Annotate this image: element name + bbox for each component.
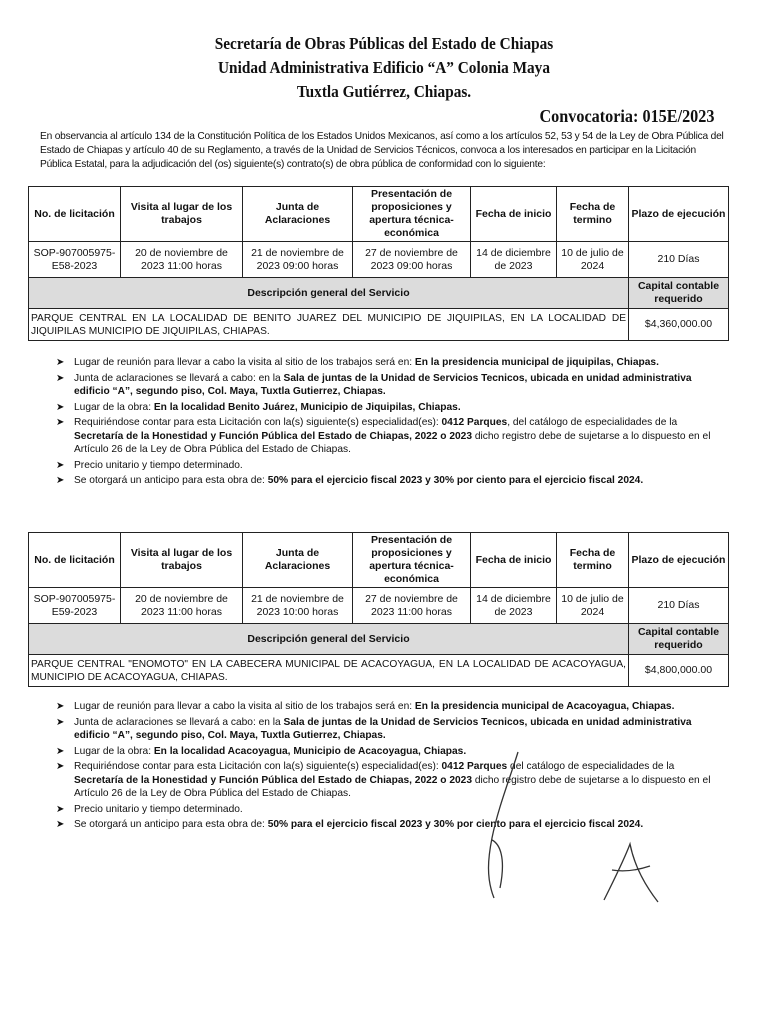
list-item: ➤ Junta de aclaraciones se llevará a cabo: en la Sala de juntas de la Unidad de Servicios Tecnicos, ubicada en unidad administrativa edificio “A”, segundo piso, Col. Maya, Tuxtla Gutierrez, Chiapas. <box>56 372 692 397</box>
col-visita: Visita al lugar de los trabajos <box>121 187 243 242</box>
col-no-licitacion: No. de licitación <box>29 187 121 242</box>
signature-mark-right <box>594 840 664 910</box>
cell-inicio: 14 de diciembre de 2023 <box>471 242 557 278</box>
col-descripcion: Descripción general del Servicio <box>29 624 629 655</box>
cell-capital: $4,800,000.00 <box>629 655 729 687</box>
cell-plazo: 210 Días <box>629 242 729 278</box>
arrow-bullet-icon: ➤ <box>56 803 65 815</box>
header-line-2: Unidad Administrativa Edificio “A” Colonia Maya <box>218 58 550 77</box>
arrow-bullet-icon: ➤ <box>56 819 65 830</box>
list-item: ➤ Lugar de la obra: En la localidad Acacoyagua, Municipio de Acacoyagua, Chiapas. <box>56 745 467 757</box>
cell-termino: 10 de julio de 2024 <box>557 242 629 278</box>
arrow-bullet-icon: ➤ <box>56 745 65 757</box>
arrow-bullet-icon: ➤ <box>56 761 65 772</box>
arrow-bullet-icon: ➤ <box>56 475 65 486</box>
cell-junta: 21 de noviembre de 2023 10:00 horas <box>243 588 353 624</box>
list-item: ➤ Se otorgará un anticipo para esta obra de: 50% para el ejercicio fiscal 2023 y 30% por ciento para el ejercicio fiscal 2024. <box>56 819 644 830</box>
col-fecha-termino: Fecha de termino <box>557 187 629 242</box>
arrow-bullet-icon: ➤ <box>56 417 65 428</box>
cell-descripcion: PARQUE CENTRAL EN LA LOCALIDAD DE BENITO JUAREZ DEL MUNICIPIO DE JIQUIPILAS, EN LA LOCALIDAD DE JIQUIPILAS MUNICIPIO DE JIQUIPILAS, CHIAPAS. <box>29 309 629 341</box>
cell-no: SOP-907005975-E59-2023 <box>29 588 121 624</box>
col-fecha-inicio: Fecha de inicio <box>471 533 557 588</box>
header-line-3: Tuxtla Gutiérrez, Chiapas. <box>296 82 472 101</box>
col-fecha-termino: Fecha de termino <box>557 533 629 588</box>
list-item: ➤ Lugar de reunión para llevar a cabo la visita al sitio de los trabajos será en: En la presidencia municipal de jiquipilas, Chiapas. <box>56 357 659 368</box>
cell-visita: 20 de noviembre de 2023 11:00 horas <box>121 242 243 278</box>
list-item: ➤ Lugar de reunión para llevar a cabo la visita al sitio de los trabajos será en: En la presidencia municipal de Acacoyagua, Chiapas. <box>56 701 675 712</box>
col-plazo: Plazo de ejecución <box>629 187 729 242</box>
list-item: ➤ Lugar de la obra: En la localidad Benito Juárez, Municipio de Jiquipilas, Chiapas. <box>56 401 461 413</box>
list-item: ➤ Junta de aclaraciones se llevará a cabo: en la Sala de juntas de la Unidad de Servicios Tecnicos, ubicada en unidad administrativa edificio “A”, segundo piso, Col. Maya, Tuxtla Gutierrez, Chiapas. <box>56 716 692 741</box>
col-visita: Visita al lugar de los trabajos <box>121 533 243 588</box>
intro-paragraph: En observancia al artículo 134 de la Constitución Política de los Estados Unidos Mexicanos, así como a los artículos 52, 53 y 54 de la Ley de Obra Pública del Estado de Chiapas y artículo 40 de su Reglamento, a través de la Unidad de Servicios Técnicos, convoca a los interesados en participar en la Licitación Pública Estatal, para la adjudicación del (os) siguiente(s) contrato(s) de obra pública de conformidad con lo siguiente: <box>40 131 724 170</box>
signature-mark-left <box>470 748 530 908</box>
cell-presentacion: 27 de noviembre de 2023 09:00 horas <box>353 242 471 278</box>
col-descripcion: Descripción general del Servicio <box>29 278 629 309</box>
col-no-licitacion: No. de licitación <box>29 533 121 588</box>
cell-no: SOP-907005975-E58-2023 <box>29 242 121 278</box>
cell-termino: 10 de julio de 2024 <box>557 588 629 624</box>
col-presentacion: Presentación de proposiciones y apertura técnica-económica <box>353 533 471 588</box>
convocatoria-number: Convocatoria: 015E/2023 <box>538 106 714 126</box>
list-item: ➤ Precio unitario y tiempo determinado. <box>56 803 243 815</box>
cell-inicio: 14 de diciembre de 2023 <box>471 588 557 624</box>
arrow-bullet-icon: ➤ <box>56 401 65 413</box>
col-presentacion: Presentación de proposiciones y apertura técnica-económica <box>353 187 471 242</box>
arrow-bullet-icon: ➤ <box>56 716 65 728</box>
list-item: ➤ Requiriéndose contar para esta Licitación con la(s) siguiente(s) especialidad(es): 0412 Parques, del catálogo de especialidades de la Secretaría de la Honestidad y Función Pública del Estado de Chiapas, 2022 o 2023 dicho registro debe de sujetarse a lo dispuesto en el Artículo 26 de la Ley de Obra Pública del Estado de Chiapas. <box>56 417 711 455</box>
arrow-bullet-icon: ➤ <box>56 459 65 471</box>
col-capital: Capital contable requerido <box>629 278 729 309</box>
list-item: ➤ Se otorgará un anticipo para esta obra de: 50% para el ejercicio fiscal 2023 y 30% por ciento para el ejercicio fiscal 2024. <box>56 475 644 486</box>
cell-presentacion: 27 de noviembre de 2023 11:00 horas <box>353 588 471 624</box>
tender-table-2 <box>28 532 729 687</box>
arrow-bullet-icon: ➤ <box>56 372 65 384</box>
cell-plazo: 210 Días <box>629 588 729 624</box>
cell-visita: 20 de noviembre de 2023 11:00 horas <box>121 588 243 624</box>
tender-2-conditions <box>56 700 720 834</box>
tender-table-1 <box>28 186 729 341</box>
col-capital: Capital contable requerido <box>629 624 729 655</box>
arrow-bullet-icon: ➤ <box>56 701 65 712</box>
cell-junta: 21 de noviembre de 2023 09:00 horas <box>243 242 353 278</box>
cell-descripcion: PARQUE CENTRAL "ENOMOTO" EN LA CABECERA MUNICIPAL DE ACACOYAGUA, EN LA LOCALIDAD DE ACACOYAGUA, MUNICIPIO DE ACACOYAGUA, CHIAPAS. <box>29 655 629 687</box>
col-junta: Junta de Aclaraciones <box>243 533 353 588</box>
tender-1-conditions <box>56 356 720 490</box>
col-junta: Junta de Aclaraciones <box>243 187 353 242</box>
list-item: ➤ Precio unitario y tiempo determinado. <box>56 459 243 471</box>
col-fecha-inicio: Fecha de inicio <box>471 187 557 242</box>
cell-capital: $4,360,000.00 <box>629 309 729 341</box>
col-plazo: Plazo de ejecución <box>629 533 729 588</box>
header-line-1: Secretaría de Obras Públicas del Estado de Chiapas <box>214 34 554 53</box>
list-item: ➤ Requiriéndose contar para esta Licitación con la(s) siguiente(s) especialidad(es): 0412 Parques del catálogo de especialidades de la Secretaría de la Honestidad y Función Pública del Estado de Chiapas, 2022 o 2023 dicho registro debe de sujetarse a lo dispuesto en el Artículo 26 de la Ley de Obra Pública del Estado de Chiapas. <box>56 761 711 799</box>
arrow-bullet-icon: ➤ <box>56 357 65 368</box>
